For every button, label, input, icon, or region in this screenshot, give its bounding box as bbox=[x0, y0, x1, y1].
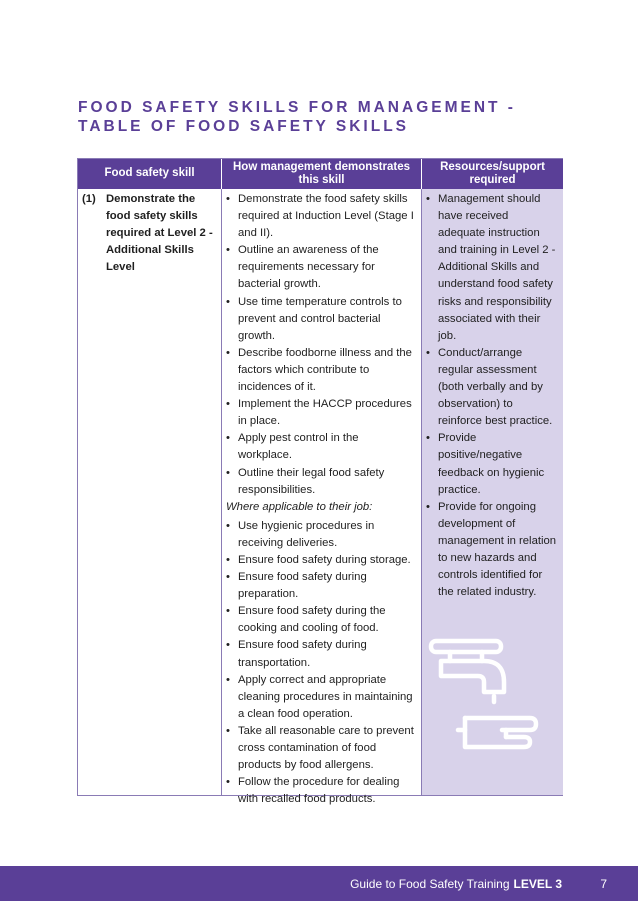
management-column bbox=[221, 189, 421, 806]
header-food-safety-skill: Food safety skill bbox=[78, 159, 221, 189]
tap-hand-icon bbox=[424, 632, 550, 756]
list-item: • Demonstrate the food safety skills required at Induction Level (Stage I and II). bbox=[226, 191, 415, 242]
list-item: • Provide for ongoing development of management in relation to new hazards and controls identified for the related industry. bbox=[426, 499, 557, 602]
header-how-management: How management demonstrates this skill bbox=[221, 159, 421, 189]
list-item: • Describe foodborne illness and the factors which contribute to incidences of it. bbox=[226, 345, 415, 396]
management-list-a bbox=[222, 189, 421, 499]
title-line-1: FOOD SAFETY SKILLS FOR MANAGEMENT - bbox=[78, 99, 516, 116]
list-item: • Management should have received adequate instruction and training in Level 2 - Additional Skills and understand food safety risks and responsibility associated with their job. bbox=[426, 191, 557, 345]
list-item: • Follow the procedure for dealing with recalled food products. bbox=[226, 774, 415, 808]
footer-guide-text: Guide to Food Safety Training bbox=[350, 877, 510, 891]
list-item: • Provide positive/negative feedback on hygienic practice. bbox=[426, 430, 557, 498]
list-item: • Outline their legal food safety responsibilities. bbox=[226, 465, 415, 499]
list-item: • Apply correct and appropriate cleaning procedures in maintaining a clean food operation. bbox=[226, 672, 415, 723]
page-title bbox=[78, 98, 516, 136]
list-item: • Use hygienic procedures in receiving deliveries. bbox=[226, 518, 415, 552]
footer-guide-title bbox=[350, 877, 562, 891]
skill-text: Demonstrate the food safety skills required at Level 2 - Additional Skills Level bbox=[106, 193, 213, 274]
page-footer bbox=[0, 866, 638, 901]
list-item: • Ensure food safety during transportation. bbox=[226, 637, 415, 671]
list-item: • Ensure food safety during the cooking and cooling of food. bbox=[226, 603, 415, 637]
list-item: • Conduct/arrange regular assessment (both verbally and by observation) to reinforce best practice. bbox=[426, 345, 557, 430]
footer-level: LEVEL 3 bbox=[513, 877, 562, 891]
management-list-b bbox=[222, 516, 421, 809]
list-item: • Implement the HACCP procedures in place. bbox=[226, 396, 415, 430]
page-number: 7 bbox=[600, 877, 607, 891]
resources-list bbox=[422, 189, 563, 601]
list-item: • Ensure food safety during storage. bbox=[226, 552, 415, 569]
skill-column bbox=[78, 189, 221, 795]
list-item: • Ensure food safety during preparation. bbox=[226, 569, 415, 603]
list-item: • Take all reasonable care to prevent cross contamination of food products by food allergens. bbox=[226, 723, 415, 774]
title-line-2: TABLE OF FOOD SAFETY SKILLS bbox=[78, 118, 410, 135]
list-item: • Outline an awareness of the requirements necessary for bacterial growth. bbox=[226, 242, 415, 293]
list-item: • Apply pest control in the workplace. bbox=[226, 430, 415, 464]
list-item: • Use time temperature controls to prevent and control bacterial growth. bbox=[226, 294, 415, 345]
skill-number: (1) bbox=[82, 193, 96, 205]
applicable-note: Where applicable to their job: bbox=[226, 500, 373, 513]
skill-cell bbox=[78, 189, 221, 276]
header-resources: Resources/support required bbox=[421, 159, 563, 189]
